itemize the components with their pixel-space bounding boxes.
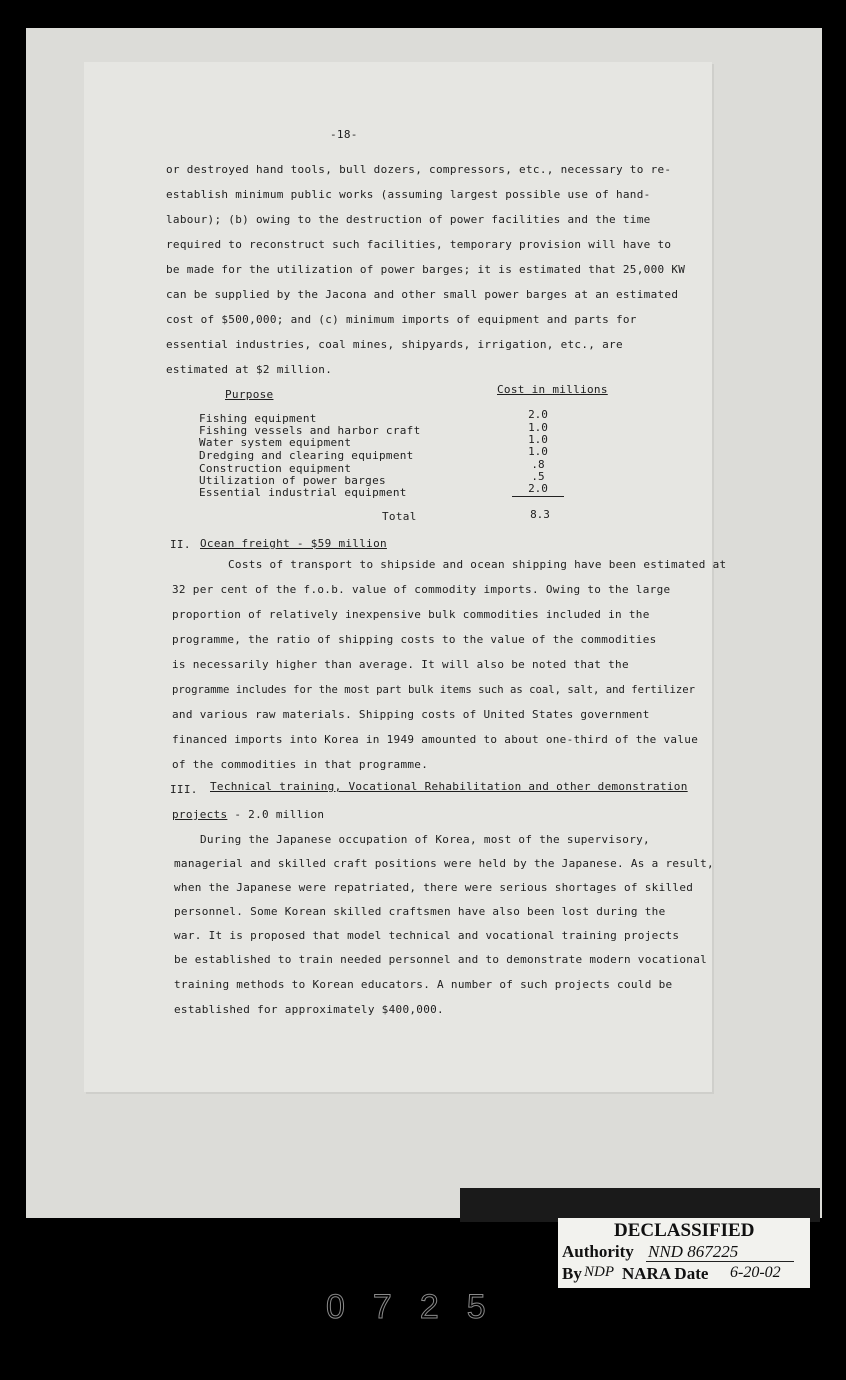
text-line: programme includes for the most part bulk items such as coal, salt, and fertilizer	[172, 684, 695, 696]
table-row-cost: 1.0	[528, 445, 548, 458]
table-row-cost: .8	[531, 458, 545, 471]
text-line: During the Japanese occupation of Korea, most of the supervisory,	[200, 833, 650, 846]
table-row-cost: 1.0	[528, 433, 548, 446]
text-line: cost of $500,000; and (c) minimum imports of equipment and parts for	[166, 313, 637, 326]
text-line: Costs of transport to shipside and ocean shipping have been estimated at	[228, 558, 727, 571]
scan-shadow	[460, 1188, 820, 1222]
table-header-cost: Cost in millions	[497, 383, 608, 396]
text-line: essential industries, coal mines, shipyards, irrigation, etc., are	[166, 338, 623, 351]
text-line: programme, the ratio of shipping costs to the value of the commodities	[172, 633, 657, 646]
table-row-cost: 1.0	[528, 421, 548, 434]
total-rule	[512, 496, 564, 497]
text-line: labour); (b) owing to the destruction of power facilities and the time	[166, 213, 651, 226]
total-label: Total	[382, 510, 417, 523]
section-heading: Ocean freight - $59 million	[200, 537, 387, 550]
section-heading-continued	[172, 808, 324, 822]
text-line: when the Japanese were repatriated, there were serious shortages of skilled	[174, 881, 694, 894]
text-line: training methods to Korean educators. A number of such projects could be	[174, 978, 673, 991]
table-row-purpose: Fishing equipment	[199, 412, 317, 425]
text-line: is necessarily higher than average. It will also be noted that the	[172, 658, 629, 671]
table-row-purpose: Construction equipment	[199, 462, 352, 475]
total-value: 8.3	[530, 508, 550, 521]
section-numeral: II.	[170, 538, 191, 551]
stamp-nara-label: NARA Date	[622, 1264, 709, 1283]
table-row-cost: 2.0	[528, 408, 548, 421]
text-line: war. It is proposed that model technical and vocational training projects	[174, 929, 680, 942]
stamp-authority-label: Authority	[562, 1242, 634, 1261]
text-line: personnel. Some Korean skilled craftsmen have also been lost during the	[174, 905, 666, 918]
text-line: estimated at $2 million.	[166, 363, 333, 376]
stamp-by-label: By	[562, 1264, 582, 1283]
film-frame-number: 0725	[326, 1288, 514, 1326]
table-row-purpose: Utilization of power barges	[199, 474, 386, 487]
page-number: -18-	[330, 128, 358, 141]
table-row-cost: .5	[531, 470, 545, 483]
text-line: managerial and skilled craft positions were held by the Japanese. As a result,	[174, 857, 714, 870]
text-line: can be supplied by the Jacona and other small power barges at an estimated	[166, 288, 679, 301]
stamp-title: DECLASSIFIED	[614, 1220, 755, 1241]
table-row-purpose: Essential industrial equipment	[199, 486, 407, 499]
text-line: or destroyed hand tools, bull dozers, compressors, etc., necessary to re-	[166, 163, 672, 176]
section-heading-projects: projects	[172, 808, 228, 821]
text-line: 32 per cent of the f.o.b. value of commodity imports. Owing to the large	[172, 583, 671, 596]
text-line: required to reconstruct such facilities, temporary provision will have to	[166, 238, 672, 251]
section-heading: Technical training, Vocational Rehabilitation and other demonstration	[210, 780, 688, 793]
section-numeral: III.	[170, 783, 198, 796]
table-row-purpose: Dredging and clearing equipment	[199, 449, 414, 462]
stamp-authority-line	[646, 1261, 794, 1262]
declassified-stamp	[558, 1218, 810, 1288]
text-line: and various raw materials. Shipping costs of United States government	[172, 708, 650, 721]
table-header-purpose: Purpose	[225, 388, 274, 401]
text-line: of the commodities in that programme.	[172, 758, 429, 771]
text-line: established for approximately $400,000.	[174, 1003, 444, 1016]
text-line: be made for the utilization of power barges; it is estimated that 25,000 KW	[166, 263, 686, 276]
text-line: establish minimum public works (assuming largest possible use of hand-	[166, 188, 651, 201]
text-line: be established to train needed personnel and to demonstrate modern vocational	[174, 953, 708, 966]
table-row-purpose: Water system equipment	[199, 436, 352, 449]
table-row-cost: 2.0	[528, 482, 548, 495]
stamp-authority-value: NND 867225	[648, 1242, 739, 1261]
text-line: proportion of relatively inexpensive bulk commodities included in the	[172, 608, 650, 621]
stamp-by-value: NDP	[584, 1264, 614, 1280]
section-heading-amount: - 2.0 million	[227, 808, 325, 821]
stamp-date-value: 6-20-02	[730, 1264, 781, 1281]
text-line: financed imports into Korea in 1949 amounted to about one-third of the value	[172, 733, 699, 746]
table-row-purpose: Fishing vessels and harbor craft	[199, 424, 421, 437]
